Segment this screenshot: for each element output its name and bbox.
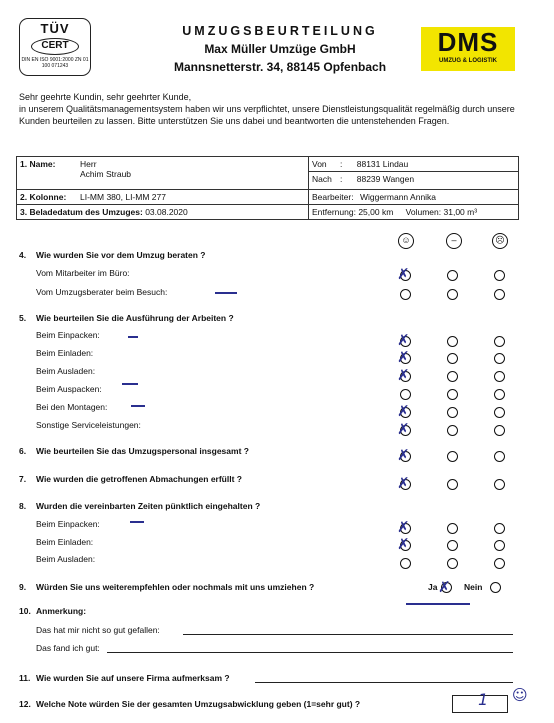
tuv-cert-number: DIN EN ISO 9001:2000 ZN 01 100 071243	[21, 57, 89, 69]
rating-option[interactable]	[494, 336, 505, 347]
nein-checkbox[interactable]	[490, 582, 501, 593]
pen-mark	[122, 383, 138, 385]
rating-option[interactable]	[494, 389, 505, 400]
grade-answer: 1	[478, 690, 489, 709]
kolonne-label: 2. Kolonne:	[20, 192, 67, 202]
rating-option[interactable]	[447, 425, 458, 436]
pen-mark	[130, 521, 144, 523]
pen-underline	[406, 603, 470, 605]
check-mark: ✗	[438, 578, 451, 596]
question-9: 9. Würden Sie uns weiterempfehlen oder nochmals mit uns umziehen ?	[19, 582, 315, 592]
rating-option[interactable]	[447, 558, 458, 569]
q5-sub-auspacken: Beim Auspacken:	[36, 384, 102, 394]
nein-label: Nein	[464, 582, 483, 592]
check-mark: ✗	[397, 265, 410, 283]
kolonne-value: LI-MM 380, LI-MM 277	[80, 192, 166, 202]
name-title: Herr	[80, 159, 97, 169]
intro-paragraph: in unserem Qualitätsmanagementsystem haben wir uns verpflichtet, unsere Dienstleistungsqualität regelmäßig durch unsere Kunden beurteilen zu lassen. Bitte unterstützen Sie uns dabei und beantworten die untenstehenden Fragen.	[19, 104, 515, 126]
rating-option[interactable]	[494, 558, 505, 569]
nach-label: Nach	[312, 174, 332, 184]
q8-sub-ausladen: Beim Ausladen:	[36, 554, 96, 564]
rating-option[interactable]	[447, 289, 458, 300]
customer-info-table: 1. Name: Herr Achim Straub Von : 88131 Lindau Nach : 88239 Wangen 2. Kolonne: LI-MM 380, LI-MM 277 Bearbeiter: Wiggermann Annika 3. Beladedatum des Umzuges: 03.08.2020 Entfernung: 25,00 km Volumen: 31,00 m³	[16, 156, 519, 220]
q8-sub-einladen: Beim Einladen:	[36, 537, 94, 547]
q5-sub-ausladen: Beim Ausladen:	[36, 366, 96, 376]
rating-option[interactable]	[447, 451, 458, 462]
q8-sub-einpacken: Beim Einpacken:	[36, 519, 100, 529]
remark-negative-field[interactable]	[183, 634, 513, 635]
q10-sub-negative: Das hat mir nicht so gut gefallen:	[36, 625, 160, 635]
rating-option[interactable]	[400, 289, 411, 300]
q4-sub-buero: Vom Mitarbeiter im Büro:	[36, 268, 130, 278]
question-4: 4. Wie wurden Sie vor dem Umzug beraten ?	[19, 250, 206, 260]
volumen-value: 31,00 m³	[443, 207, 478, 217]
volumen-label: Volumen:	[405, 207, 442, 217]
von-label: Von	[312, 159, 327, 169]
remark-positive-field[interactable]	[107, 652, 513, 653]
smiley-neutral-icon: –	[446, 233, 462, 249]
dms-logo	[421, 27, 515, 71]
bearbeiter-label: Bearbeiter:	[312, 192, 354, 202]
rating-option[interactable]	[494, 540, 505, 551]
rating-option[interactable]	[494, 270, 505, 281]
datum-label: 3. Beladedatum des Umzuges:	[20, 207, 143, 217]
entfernung-label: Entfernung:	[312, 207, 356, 217]
rating-option[interactable]	[494, 289, 505, 300]
smiley-good-icon: ☺	[398, 233, 414, 249]
pen-mark	[128, 336, 138, 338]
form-title: UMZUGSBEURTEILUNG	[182, 24, 378, 38]
check-mark: ✗	[397, 402, 410, 420]
rating-option[interactable]	[447, 479, 458, 490]
cert-logo-text: CERT	[31, 38, 79, 55]
rating-option[interactable]	[494, 371, 505, 382]
pen-mark	[131, 405, 145, 407]
rating-option[interactable]	[494, 407, 505, 418]
check-mark: ✗	[397, 474, 410, 492]
ja-label: Ja	[428, 582, 438, 592]
dms-logo-text: DMS	[437, 27, 499, 57]
q4-sub-besuch: Vom Umzugsberater beim Besuch:	[36, 287, 168, 297]
smiley-doodle-icon: ☺	[512, 686, 528, 704]
rating-option[interactable]	[447, 353, 458, 364]
rating-option[interactable]	[447, 270, 458, 281]
question-6: 6. Wie beurteilen Sie das Umzugspersonal insgesamt ?	[19, 446, 249, 456]
rating-option[interactable]	[400, 389, 411, 400]
question-5: 5. Wie beurteilen Sie die Ausführung der Arbeiten ?	[19, 313, 234, 323]
check-mark: ✗	[397, 366, 410, 384]
tuv-cert-logo	[19, 18, 91, 76]
rating-option[interactable]	[447, 523, 458, 534]
question-8: 8. Wurden die vereinbarten Zeiten pünktlich eingehalten ?	[19, 501, 261, 511]
company-address: Mannsnetterstr. 34, 88145 Opfenbach	[173, 60, 387, 74]
check-mark: ✗	[397, 348, 410, 366]
question-7: 7. Wie wurden die getroffenen Abmachungen erfüllt ?	[19, 474, 242, 484]
entfernung-value: 25,00 km	[358, 207, 394, 217]
question-11: 11. Wie wurden Sie auf unsere Firma aufmerksam ?	[19, 673, 230, 683]
rating-option[interactable]	[494, 523, 505, 534]
smiley-bad-icon: ☹	[492, 233, 508, 249]
rating-option[interactable]	[494, 451, 505, 462]
check-mark: ✗	[397, 535, 410, 553]
rating-option[interactable]	[447, 371, 458, 382]
rating-option[interactable]	[447, 389, 458, 400]
source-field[interactable]	[255, 682, 513, 683]
check-mark: ✗	[397, 518, 410, 536]
pen-mark	[215, 292, 237, 294]
nach-value: 88239 Wangen	[356, 174, 415, 184]
q10-sub-positive: Das fand ich gut:	[36, 643, 100, 653]
von-value: 88131 Lindau	[356, 159, 409, 169]
question-10: 10. Anmerkung:	[19, 606, 87, 616]
check-mark: ✗	[397, 446, 410, 464]
customer-name: Achim Straub	[80, 169, 132, 179]
tuv-logo-text: TÜV	[40, 21, 70, 36]
rating-option[interactable]	[494, 425, 505, 436]
company-name: Max Müller Umzüge GmbH	[204, 42, 356, 56]
question-12: 12. Welche Note würden Sie der gesamten Umzugsabwicklung geben (1=sehr gut) ?	[19, 699, 361, 709]
q5-sub-einpacken: Beim Einpacken:	[36, 330, 100, 340]
rating-option[interactable]	[400, 558, 411, 569]
rating-option[interactable]	[447, 540, 458, 551]
bearbeiter-value: Wiggermann Annika	[359, 192, 437, 202]
datum-value: 03.08.2020	[145, 207, 188, 217]
dms-logo-subtitle: UMZUG & LOGISTIK	[439, 58, 497, 64]
greeting: Sehr geehrte Kundin, sehr geehrter Kunde,	[19, 92, 192, 102]
rating-option[interactable]	[447, 407, 458, 418]
rating-option[interactable]	[447, 336, 458, 347]
check-mark: ✗	[397, 420, 410, 438]
q5-sub-montagen: Bei den Montagen:	[36, 402, 108, 412]
intro-text	[19, 91, 519, 127]
q5-sub-sonstige: Sonstige Serviceleistungen:	[36, 420, 141, 430]
rating-option[interactable]	[494, 353, 505, 364]
name-label: 1. Name:	[20, 159, 56, 169]
q5-sub-einladen: Beim Einladen:	[36, 348, 94, 358]
check-mark: ✗	[397, 331, 410, 349]
rating-option[interactable]	[494, 479, 505, 490]
